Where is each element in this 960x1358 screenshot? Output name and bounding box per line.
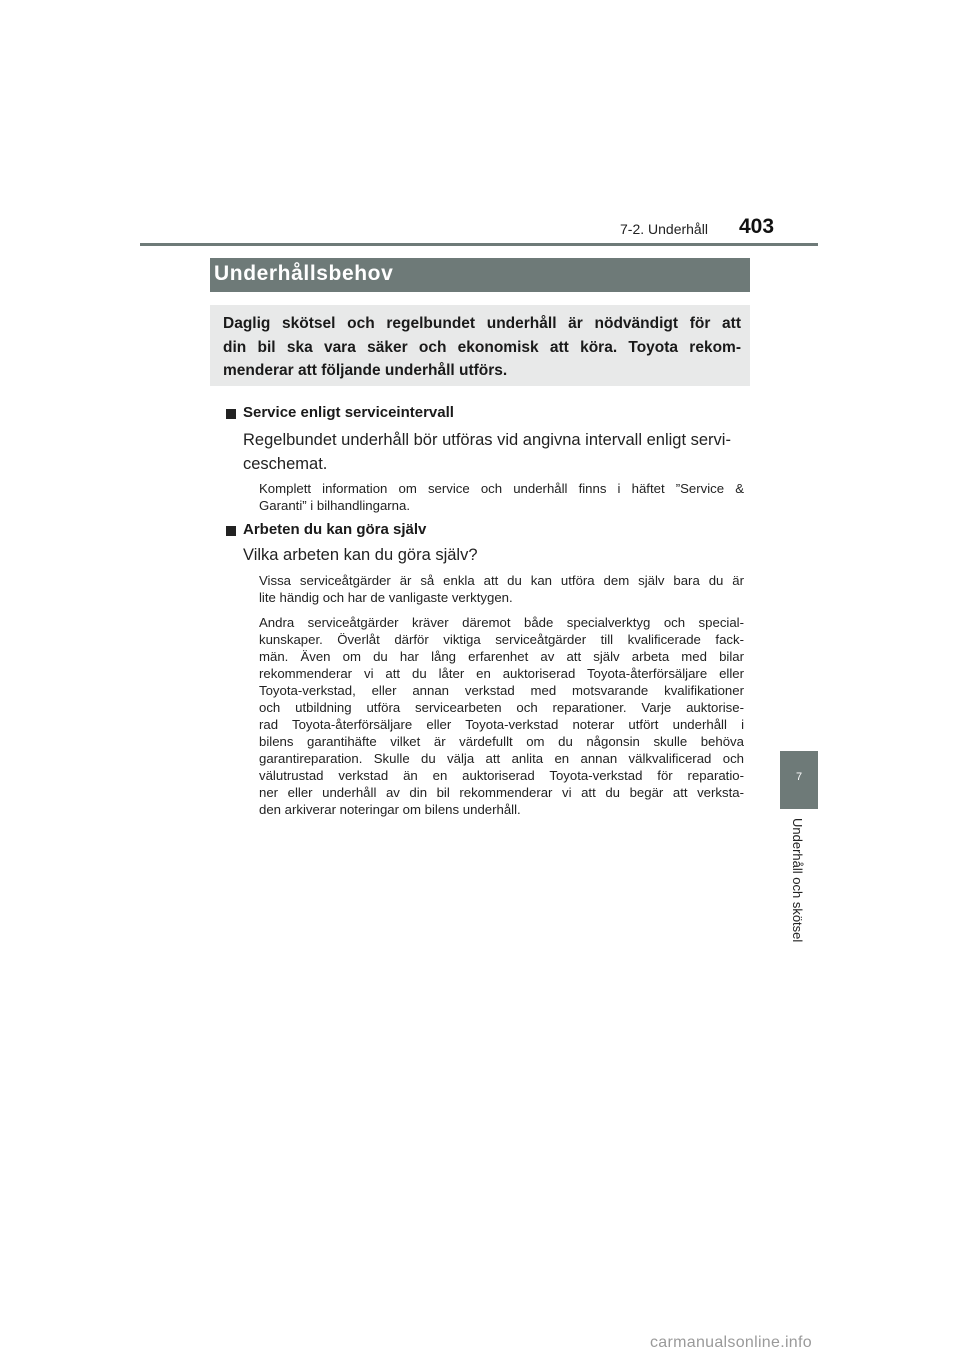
note-line: garantireparation. Skulle du välja att anlita en annan välkvalificerad och (259, 751, 744, 766)
note-line: Toyota-verkstad, eller annan verkstad med motsvarande kvalifikationer (259, 683, 744, 698)
note-line: ner eller underhåll av din bil rekommenderar vi att du begär att verksta- (259, 785, 744, 800)
note-line: kunskaper. Överlåt därför viktiga serviceåtgärder till kvalificerade fack- (259, 632, 744, 647)
note-line: lite händig och har de vanligaste verktygen. (259, 590, 513, 605)
note-line: rad Toyota-återförsäljare eller Toyota-verkstad noterar utfört underhåll i (259, 717, 744, 732)
note-line: rekommenderar vi att du låter en auktoriserad Toyota-återförsäljare eller (259, 666, 744, 681)
intro-box (210, 305, 750, 386)
intro-line: menderar att följande underhåll utförs. (223, 362, 508, 379)
page-number: 403 (739, 215, 775, 238)
note-line: och utbildning utföra servicearbeten och reparationer. Varje auktorise- (259, 700, 744, 715)
chapter-label: Underhåll och skötsel (790, 818, 805, 943)
intro-line: din bil ska vara säker och ekonomisk att köra. Toyota rekom- (223, 339, 741, 356)
note-line: den arkiverar noteringar om bilens underhåll. (259, 802, 521, 817)
watermark: carmanualsonline.info (650, 1334, 812, 1351)
bullet-square-icon (226, 526, 236, 536)
header-divider (140, 243, 818, 246)
note-line: män. Även om du har lång erfarenhet av att själv arbeta med bilar (259, 649, 744, 664)
page-title: Underhållsbehov (214, 262, 394, 285)
section-heading: Service enligt serviceintervall (243, 404, 454, 421)
note-line: Garanti” i bilhandlingarna. (259, 498, 411, 513)
chapter-tab (780, 751, 818, 809)
note-line: välutrustad verkstad än en auktoriserad Toyota-verkstad för reparatio- (259, 768, 744, 783)
title-bar (210, 258, 750, 292)
chapter-number: 7 (795, 771, 803, 783)
note-line: bilens garantihäfte vilket är värdefullt om du någonsin skulle behöva (259, 734, 744, 749)
lead-line: Vilka arbeten kan du göra själv? (243, 546, 478, 564)
section-heading: Arbeten du kan göra själv (243, 521, 427, 538)
lead-line: ceschemat. (243, 455, 328, 473)
note-line: Andra serviceåtgärder kräver däremot både specialverktyg och special- (259, 615, 744, 630)
note-line: Komplett information om service och underhåll finns i häftet ”Service & (259, 481, 744, 496)
intro-line: Daglig skötsel och regelbundet underhåll är nödvändigt för att (223, 315, 741, 332)
bullet-square-icon (226, 409, 236, 419)
lead-line: Regelbundet underhåll bör utföras vid angivna intervall enligt servi- (243, 431, 731, 449)
section-header: 7-2. Underhåll (620, 221, 708, 237)
note-line: Vissa serviceåtgärder är så enkla att du kan utföra dem själv bara du är (259, 573, 744, 588)
